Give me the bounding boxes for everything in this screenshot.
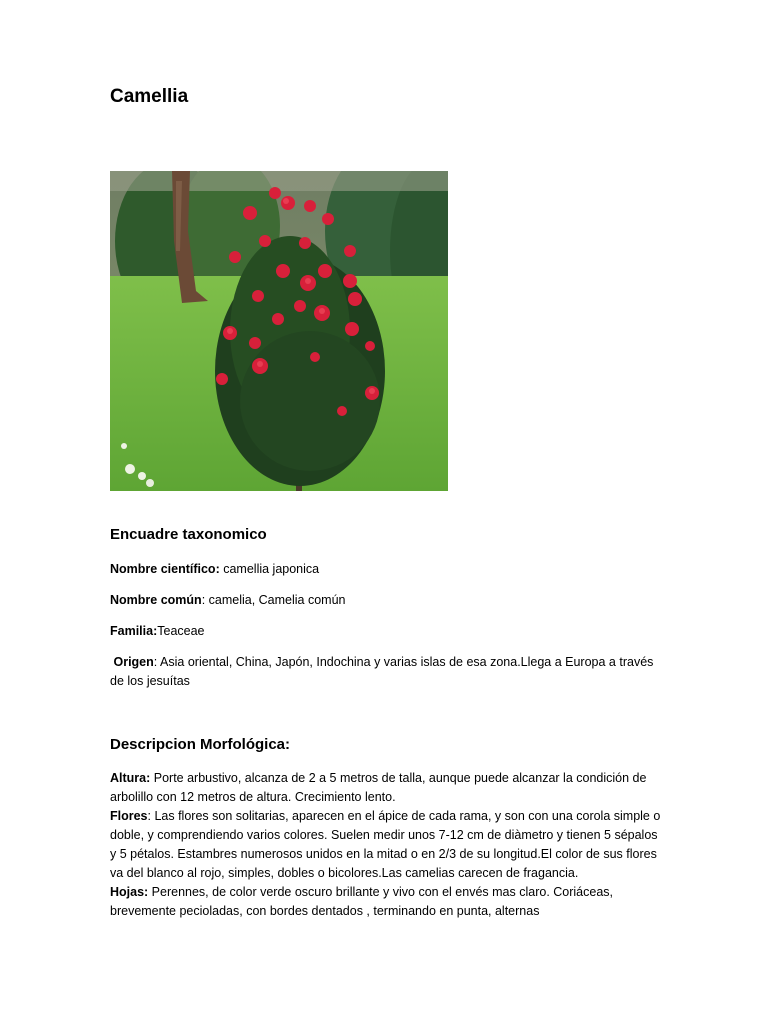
leaves-label: Hojas: (110, 885, 149, 899)
family-value: Teaceae (157, 624, 205, 638)
common-name-value: : camelia, Camelia común (201, 593, 346, 607)
taxonomy-heading: Encuadre taxonomico (110, 526, 267, 543)
height-paragraph (110, 769, 665, 807)
flowers-paragraph (110, 807, 665, 883)
origin-label: Origen (113, 655, 154, 669)
common-name-label: Nombre común (110, 593, 202, 607)
origin-line (110, 653, 665, 691)
origin-value: : Asia oriental, China, Japón, Indochina y varias islas de esa zona.Llega a Europa a través de los jesuítas (110, 655, 654, 688)
flowers-label: Flores (110, 809, 148, 823)
height-label: Altura: (110, 771, 151, 785)
morphology-heading: Descripcion Morfológica: (110, 736, 291, 753)
leaves-value: Perennes, de color verde oscuro brillante y vivo con el envés mas claro. Coriáceas, brevemente pecioladas, con bordes dentados , terminando en punta, alternas (110, 885, 614, 918)
page-title: Camellia (110, 86, 189, 107)
leaves-paragraph (110, 883, 665, 921)
scientific-name-line (110, 560, 665, 579)
family-label: Familia: (110, 624, 158, 638)
camellia-bush-photo (110, 171, 448, 491)
scientific-name-value: camellia japonica (219, 562, 320, 576)
morphology-description (110, 769, 665, 921)
scientific-name-label: Nombre científico: (110, 562, 220, 576)
flowers-value: : Las flores son solitarias, aparecen en el ápice de cada rama, y son con una corola simple o doble, y comprendiendo varios colores. Suelen medir unos 7-12 cm de diàmetro y tienen 5 sépalos y 5 pétalos. Estambres numerosos unidos en la mitad o en 2/3 de su longitud.El color de sus flores va del blanco al rojo, simples, dobles o bicolores.Las camelias carecen de fragancia. (110, 809, 661, 880)
family-line (110, 622, 665, 641)
common-name-line (110, 591, 665, 610)
height-value: Porte arbustivo, alcanza de 2 a 5 metros de talla, aunque puede alcanzar la condición de arbolillo con 12 metros de altura. Crecimiento lento. (110, 771, 647, 804)
